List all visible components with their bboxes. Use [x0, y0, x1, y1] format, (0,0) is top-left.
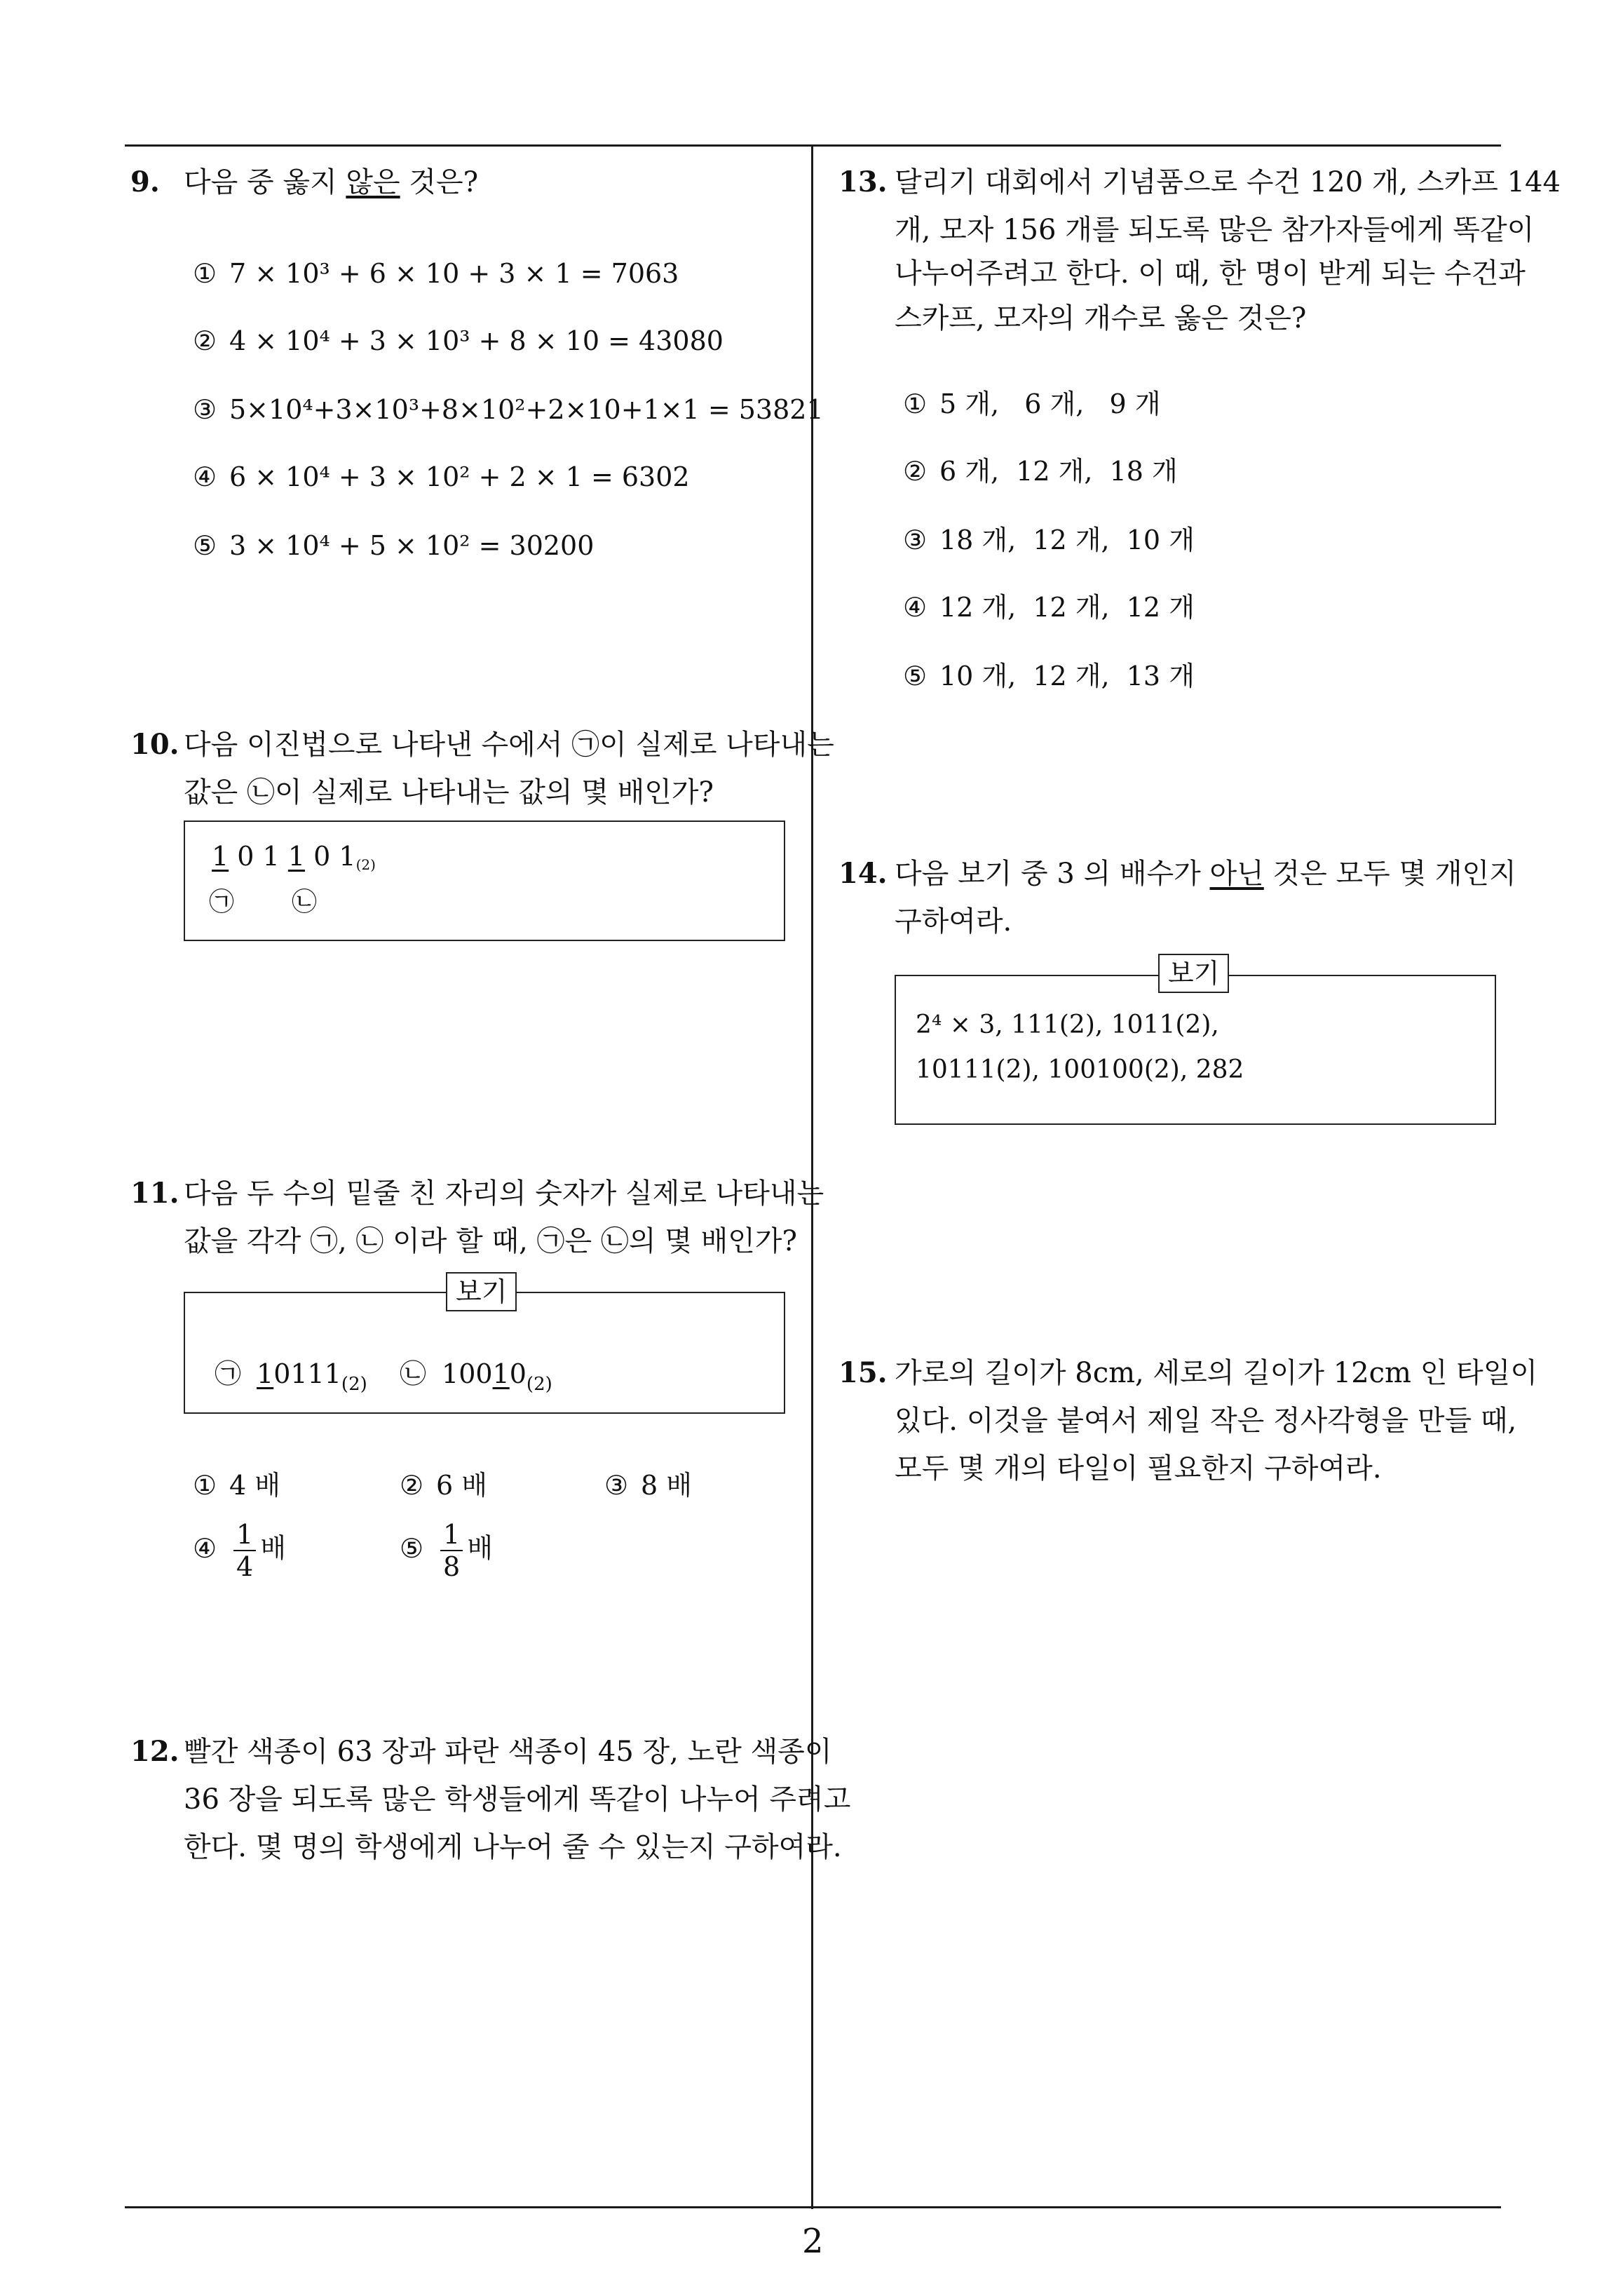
q11-option-4[interactable]: ④ $\frac{1}{4}$ 배 [193, 1519, 286, 1582]
q11-box-label: 보기 [446, 1272, 517, 1311]
page-number: 2 [802, 2222, 824, 2261]
q9-option-2[interactable]: ② 4 × 10⁴ + 3 × 10³ + 8 × 10 = 43080 [193, 325, 724, 356]
q13-stem-line3: 나누어주려고 한다. 이 때, 한 명이 받게 되는 수건과 [895, 257, 1526, 290]
q13-option-5[interactable]: ⑤ 10 개, 12 개, 13 개 [903, 661, 1195, 691]
q14-box [895, 975, 1496, 1125]
q13-stem-line2: 개, 모자 156 개를 되도록 많은 참가자들에게 똑같이 [895, 214, 1535, 246]
q10-base: (2) [355, 856, 376, 873]
q9-stem-pre: 다음 중 옳지 [184, 166, 346, 198]
q11-option-1[interactable]: ① 4 배 [193, 1470, 280, 1501]
q12-number: 12. [130, 1735, 179, 1768]
q13-option-1[interactable]: ① 5 개, 6 개, 9 개 [903, 389, 1161, 419]
q12-stem-line3: 한다. 몇 명의 학생에게 나누어 줄 수 있는지 구하여라. [184, 1831, 842, 1863]
q11-option-4-fraction: $\frac{1}{4}$ [233, 1519, 256, 1582]
q10-number: 10. [130, 728, 179, 761]
q14-box-label: 보기 [1158, 954, 1229, 993]
q11-option-3[interactable]: ③ 8 배 [604, 1470, 692, 1501]
q12-stem-line1: 빨간 색종이 63 장과 파란 색종이 45 장, 노란 색종이 [184, 1736, 832, 1768]
q10-digit: 1 [262, 841, 280, 872]
bottom-rule [125, 2206, 1501, 2208]
q11-stem-line2: 값을 각각 ㉠, ㉡ 이라 할 때, ㉠은 ㉡의 몇 배인가? [184, 1225, 797, 1257]
q10-binary-number [212, 840, 376, 881]
q9-option-1[interactable]: ① 7 × 10³ + 6 × 10 + 3 × 1 = 7063 [193, 258, 679, 289]
q9-option-3[interactable]: ③ 5×10⁴+3×10³+8×10²+2×10+1×1 = 53821 [193, 394, 824, 425]
q11-option-5-fraction: $\frac{1}{8}$ [440, 1519, 463, 1582]
q9-option-4[interactable]: ④ 6 × 10⁴ + 3 × 10² + 2 × 1 = 6302 [193, 461, 690, 492]
q10-stem-line2: 값은 ㉡이 실제로 나타내는 값의 몇 배인가? [184, 776, 714, 809]
q15-stem-line2: 있다. 이것을 붙여서 제일 작은 정사각형을 만들 때, [895, 1405, 1517, 1437]
q10-digit-b: 1 [287, 841, 306, 872]
q10-digit: 0 [237, 841, 254, 872]
q11-option-5[interactable]: ⑤ $\frac{1}{8}$ 배 [400, 1519, 493, 1582]
q13-option-2[interactable]: ② 6 개, 12 개, 18 개 [903, 456, 1178, 487]
q14-box-row1: 2⁴ × 3, 111(2), 1011(2), [916, 1011, 1219, 1039]
q9-option-5[interactable]: ⑤ 3 × 10⁴ + 5 × 10² = 30200 [193, 530, 595, 561]
q10-digit-a: 1 [212, 841, 229, 872]
q15-number: 15. [838, 1356, 888, 1389]
q9-number: 9. [130, 166, 160, 198]
q9-stem [184, 158, 478, 206]
q10-mark-b: ㉡ [292, 888, 318, 917]
q13-stem-line1: 달리기 대회에서 기념품으로 수건 120 개, 스카프 144 [895, 166, 1561, 198]
q11-item-a: ㉠ $10111_{(2)}$ [215, 1358, 367, 1395]
q10-mark-a: ㉠ [209, 888, 235, 917]
q9-stem-post: 것은? [400, 166, 479, 198]
q10-digit: 1 [339, 841, 356, 872]
q10-digit: 0 [313, 841, 331, 872]
q13-option-4[interactable]: ④ 12 개, 12 개, 12 개 [903, 592, 1195, 623]
q12-stem-line2: 36 장을 되도록 많은 학생들에게 똑같이 나누어 주려고 [184, 1783, 851, 1816]
q9-stem-underlined: 않은 [346, 166, 400, 198]
q13-option-3[interactable]: ③ 18 개, 12 개, 10 개 [903, 525, 1195, 555]
q14-box-row2: 10111(2), 100100(2), 282 [916, 1055, 1244, 1084]
q14-number: 14. [838, 857, 888, 890]
q13-stem-line4: 스카프, 모자의 개수로 옳은 것은? [895, 302, 1307, 335]
q14-stem-line2: 구하여라. [895, 905, 1012, 938]
q11-item-b: ㉡ $10010_{(2)}$ [400, 1358, 552, 1395]
q11-option-2[interactable]: ② 6 배 [400, 1470, 487, 1501]
q13-number: 13. [838, 166, 888, 198]
q15-stem-line1: 가로의 길이가 8cm, 세로의 길이가 12cm 인 타일이 [895, 1357, 1537, 1389]
q14-stem: 다음 보기 중 3 의 배수가 아닌 것은 모두 몇 개인지 [895, 858, 1516, 890]
q10-stem-line1: 다음 이진법으로 나타낸 수에서 ㉠이 실제로 나타내는 [184, 729, 834, 761]
q15-stem-line3: 모두 몇 개의 타일이 필요한지 구하여라. [895, 1452, 1382, 1485]
q11-stem-line1: 다음 두 수의 밑줄 친 자리의 숫자가 실제로 나타내는 [184, 1177, 824, 1210]
q10-box [184, 821, 785, 941]
q11-number: 11. [130, 1177, 179, 1210]
